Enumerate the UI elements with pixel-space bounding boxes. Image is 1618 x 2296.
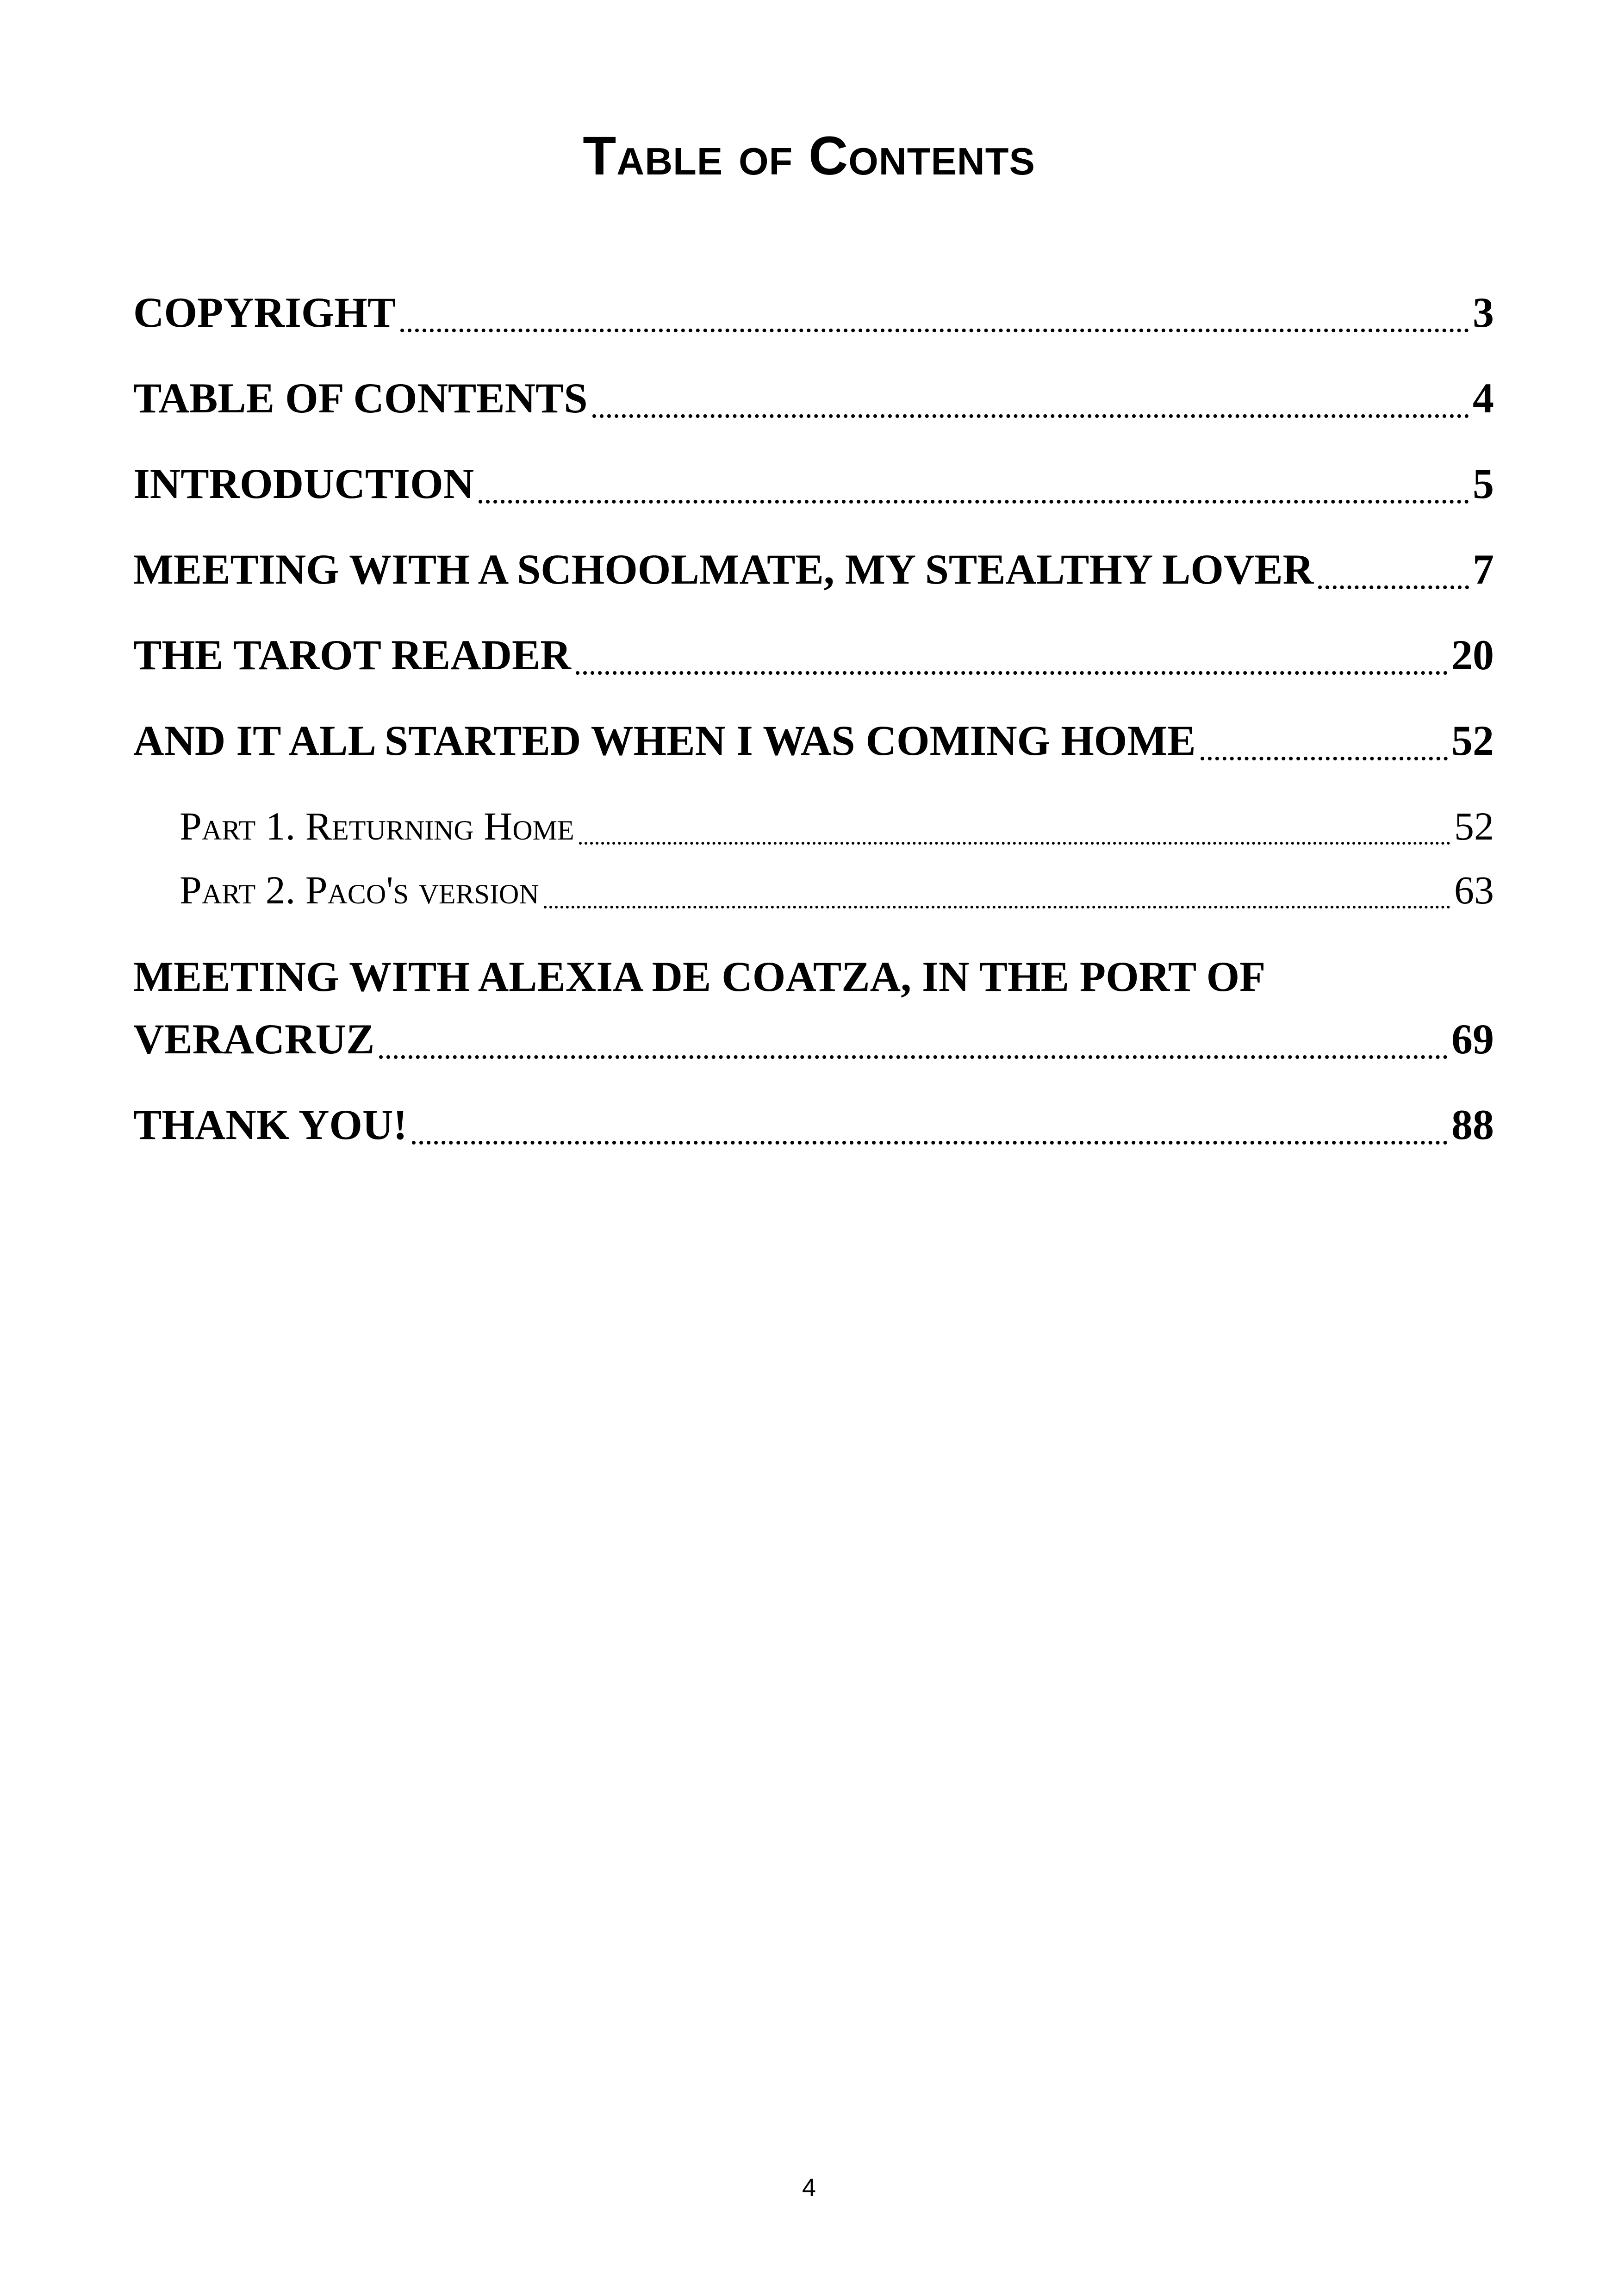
dot-leader xyxy=(592,372,1469,418)
toc-entry-page: 69 xyxy=(1451,1015,1494,1063)
toc-subentry-label: Part 2. Paco's version xyxy=(180,868,539,912)
toc-entry-label: COPYRIGHT xyxy=(133,289,396,336)
page-number: 4 xyxy=(802,2174,816,2202)
toc-entry-copyright[interactable] xyxy=(133,285,1494,340)
dot-leader xyxy=(400,286,1469,332)
dot-leader xyxy=(412,1098,1448,1145)
toc-entry-label: MEETING WITH A SCHOOLMATE, MY STEALTHY LOVER xyxy=(133,546,1314,593)
toc-entry-page: 5 xyxy=(1473,460,1494,507)
toc-entry-tarot-reader[interactable] xyxy=(133,627,1494,683)
toc-subentry-page: 52 xyxy=(1454,804,1494,848)
toc-entry-alexia-line-1[interactable]: MEETING WITH ALEXIA DE COATZA, IN THE PORT OF xyxy=(133,953,1266,1000)
toc-subentry-label: Part 1. Returning Home xyxy=(180,804,574,848)
toc-subentry-page: 63 xyxy=(1454,868,1494,912)
toc-entry-page: 20 xyxy=(1451,631,1494,678)
toc-entry-thank-you[interactable] xyxy=(133,1097,1494,1152)
dot-leader xyxy=(479,457,1469,504)
toc-entry-page: 3 xyxy=(1473,289,1494,336)
toc-entry-label: THANK YOU! xyxy=(133,1101,408,1148)
toc-entry-coming-home[interactable] xyxy=(133,713,1494,768)
toc-entry-meeting-schoolmate[interactable] xyxy=(133,541,1494,597)
toc-entry-label: VERACRUZ xyxy=(133,1015,375,1063)
toc-entry-label: INTRODUCTION xyxy=(133,460,474,507)
toc-entry-label: AND IT ALL STARTED WHEN I WAS COMING HOME xyxy=(133,717,1196,764)
dot-leader xyxy=(1201,714,1448,760)
toc-entry-alexia[interactable] xyxy=(133,1011,1494,1067)
dot-leader xyxy=(544,866,1450,908)
dot-leader xyxy=(576,628,1448,675)
toc-entry-page: 88 xyxy=(1451,1101,1494,1148)
toc-entry-label: TABLE OF CONTENTS xyxy=(133,374,588,422)
toc-entry-label: THE TAROT READER xyxy=(133,631,571,678)
toc-entry-page: 7 xyxy=(1473,546,1494,593)
page-title: Table of Contents xyxy=(583,125,1035,187)
dot-leader xyxy=(379,1013,1448,1059)
toc-entry-page: 52 xyxy=(1451,717,1494,764)
toc-subentry-part-2[interactable] xyxy=(180,865,1494,915)
toc-entry-table-of-contents[interactable] xyxy=(133,370,1494,426)
toc-entry-introduction[interactable] xyxy=(133,456,1494,511)
dot-leader xyxy=(1318,543,1469,589)
toc-subentry-part-1[interactable] xyxy=(180,801,1494,852)
toc-entry-page: 4 xyxy=(1473,374,1494,422)
dot-leader xyxy=(579,802,1450,845)
